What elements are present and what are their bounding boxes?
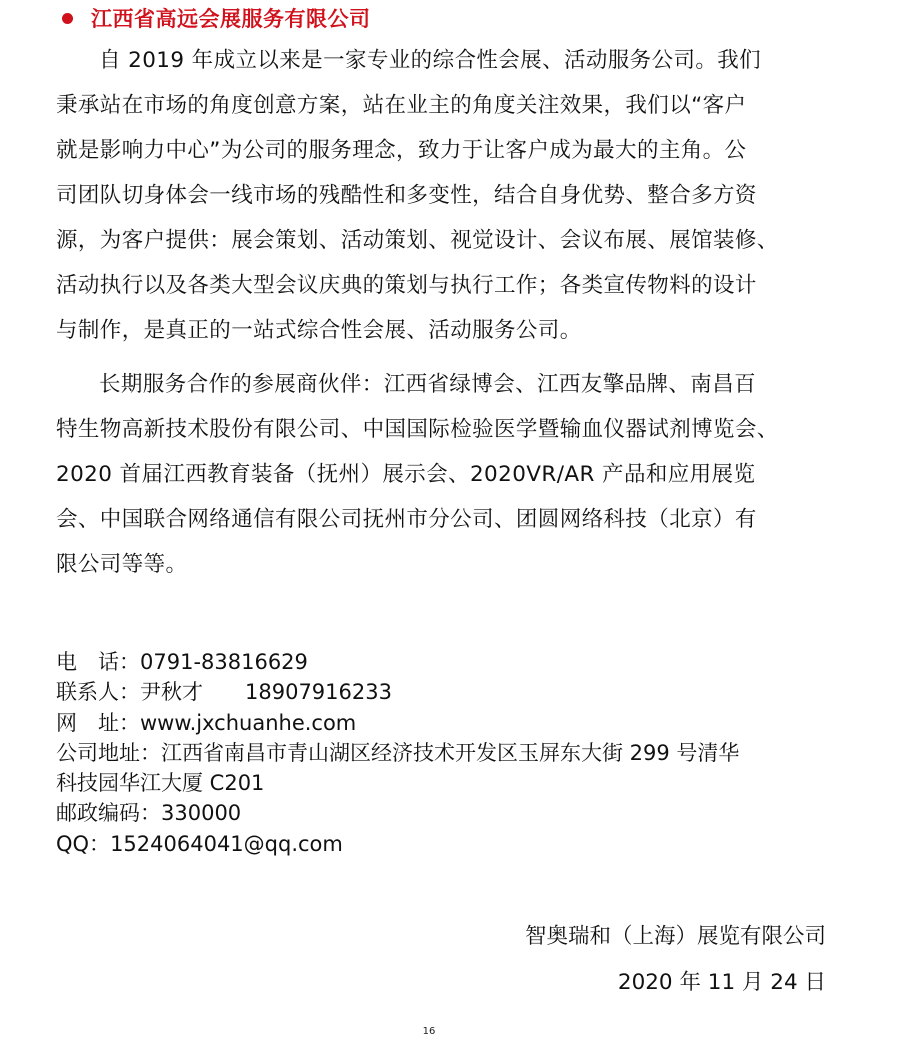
postcode-label: 邮政编码：	[56, 801, 161, 826]
paragraph-line: 自 2019 年成立以来是一家专业的综合性会展、活动服务公司。我们	[99, 48, 762, 73]
signature-block	[525, 914, 826, 1006]
section-heading	[62, 2, 371, 34]
partners-paragraph	[56, 362, 836, 587]
address-row-continued: 科技园华江大厦 C201	[56, 771, 265, 796]
address-label: 公司地址：	[56, 740, 161, 765]
paragraph-line: 源，为客户提供：展会策划、活动策划、视觉设计、会议布展、展馆装修、	[56, 228, 779, 253]
bullet-dot-icon	[62, 13, 73, 24]
qq-label: QQ：	[56, 831, 111, 856]
paragraph-line: 秉承站在市场的角度创意方案，站在业主的角度关注效果，我们以“客户	[56, 93, 747, 118]
postcode-value: 330000	[161, 801, 242, 826]
section-title: 江西省高远会展服务有限公司	[91, 7, 371, 31]
website-label: 网 址：	[56, 710, 140, 735]
paragraph-line: 会、中国联合网络通信有限公司抚州市分公司、团圆网络科技（北京）有	[56, 507, 757, 532]
website-row	[56, 708, 846, 738]
company-intro-paragraph	[56, 38, 836, 353]
address-row	[56, 738, 846, 768]
signature-company: 智奥瑞和（上海）展览有限公司	[524, 924, 826, 949]
phone-label: 电 话：	[56, 650, 140, 674]
qq-row	[56, 829, 846, 859]
website-url: www.jxchuanhe.com	[140, 710, 357, 735]
paragraph-line: 长期服务合作的参展商伙伴：江西省绿博会、江西友擎品牌、南昌百	[99, 372, 757, 397]
address-line1: 江西省南昌市青山湖区经济技术开发区玉屏东大街 299 号清华	[161, 740, 740, 765]
qq-value: 1524064041@qq.com	[110, 831, 343, 856]
paragraph-line: 限公司等等。	[56, 552, 188, 577]
paragraph-line: 司团队切身体会一线市场的残酷性和多变性，结合自身优势、整合多方资	[56, 183, 757, 208]
contact-mobile: 18907916233	[245, 680, 392, 705]
contact-block	[56, 647, 846, 859]
paragraph-line: 特生物高新技术股份有限公司、中国国际检验医学暨输血仪器试剂博览会、	[56, 417, 779, 442]
paragraph-line: 活动执行以及各类大型会议庆典的策划与执行工作；各类宣传物料的设计	[56, 273, 757, 298]
phone-row	[56, 647, 846, 677]
page-number: 16	[422, 1026, 436, 1037]
postcode-row	[56, 798, 846, 828]
paragraph-line: 2020 首届江西教育装备（抚州）展示会、2020VR/AR 产品和应用展览	[56, 462, 756, 487]
contact-person-row	[56, 677, 846, 707]
contact-person-label: 联系人：	[56, 680, 140, 705]
contact-person-name: 尹秋才	[140, 680, 203, 705]
phone-number: 0791-83816629	[140, 650, 308, 674]
signature-date: 2020 年 11 月 24 日	[617, 970, 826, 995]
paragraph-line: 就是影响力中心”为公司的服务理念，致力于让客户成为最大的主角。公	[56, 138, 747, 163]
paragraph-line: 与制作，是真正的一站式综合性会展、活动服务公司。	[56, 318, 582, 343]
